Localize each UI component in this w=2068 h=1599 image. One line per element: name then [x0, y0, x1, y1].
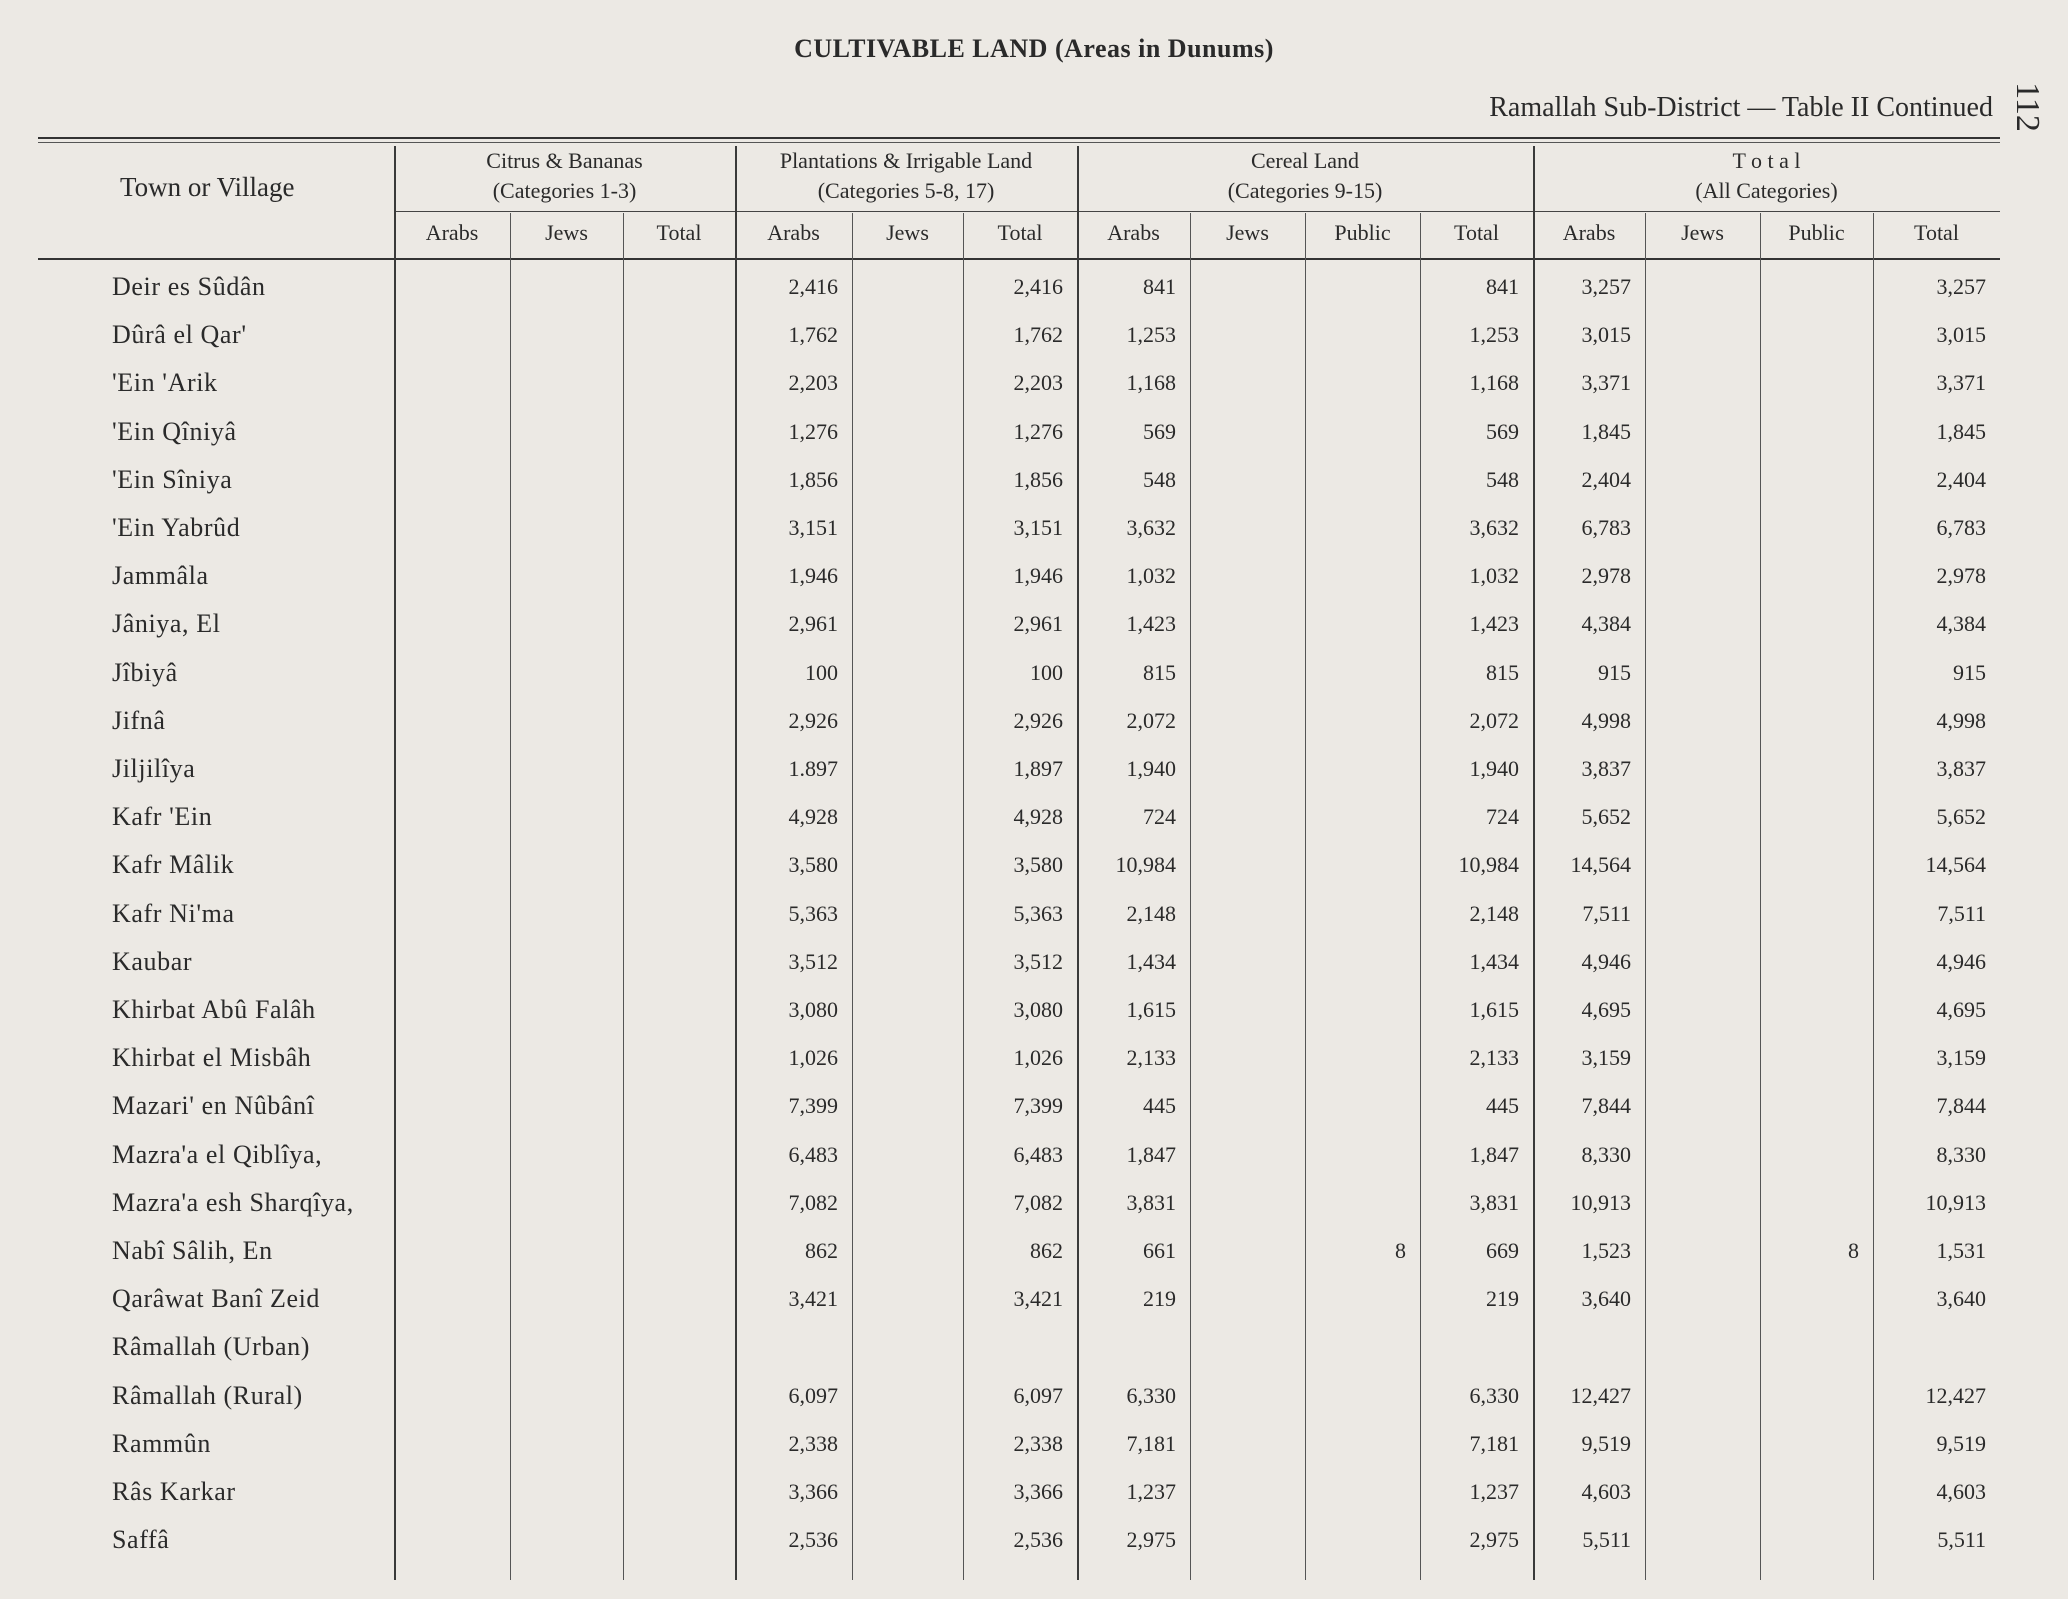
table-cell: 8,330 — [1581, 1141, 1631, 1167]
column-header: Total — [1454, 220, 1499, 245]
table-cell: 219 — [1143, 1286, 1176, 1312]
table-row — [0, 1525, 2068, 1571]
table-row — [0, 320, 2068, 366]
village-name: Jammâla — [112, 561, 209, 591]
table-cell: 3,632 — [1126, 515, 1176, 540]
village-name: Mazra'a esh Sharqîya, — [112, 1187, 354, 1217]
table-cell: 1,762 — [1013, 322, 1063, 348]
village-name: Râmallah (Urban) — [112, 1332, 311, 1362]
table-cell: 724 — [1486, 804, 1519, 830]
table-cell: 2,975 — [1469, 1527, 1519, 1553]
table-cell: 3,080 — [788, 997, 838, 1022]
table-row — [0, 850, 2068, 896]
group-header — [1533, 146, 2000, 210]
village-name: 'Ein Sîniya — [112, 464, 233, 494]
table-cell: 9,519 — [1936, 1430, 1986, 1456]
village-name: Saffâ — [112, 1525, 170, 1555]
table-cell: 9,519 — [1581, 1430, 1631, 1456]
table-cell: 3,159 — [1936, 1045, 1986, 1071]
village-name: Jîbiyâ — [112, 657, 178, 687]
table-cell: 1,237 — [1469, 1479, 1519, 1504]
table-row — [0, 272, 2068, 318]
table-cell: 669 — [1486, 1238, 1519, 1263]
table-cell: 915 — [1953, 659, 1986, 685]
table-row — [0, 754, 2068, 800]
table-cell: 1,762 — [788, 322, 838, 348]
table-cell: 1,615 — [1126, 997, 1176, 1022]
table-cell: 7,181 — [1469, 1430, 1519, 1456]
table-cell: 445 — [1143, 1093, 1176, 1119]
table-cell: 12,427 — [1925, 1382, 1986, 1408]
table-cell: 3,632 — [1469, 515, 1519, 540]
table-cell: 862 — [1030, 1238, 1063, 1263]
table-cell: 2,536 — [788, 1527, 838, 1553]
table-cell: 1,946 — [1013, 563, 1063, 589]
table-cell: 6,097 — [788, 1382, 838, 1408]
village-name: Kafr Ni'ma — [112, 898, 235, 928]
village-name: Deir es Sûdân — [112, 272, 266, 301]
table-cell: 4,384 — [1581, 611, 1631, 637]
table-row — [0, 1332, 2068, 1378]
table-cell: 915 — [1598, 659, 1631, 685]
table-cell: 6,483 — [788, 1141, 838, 1167]
table-cell: 100 — [1030, 659, 1063, 685]
table-cell: 3,257 — [1936, 274, 1986, 299]
table-row — [0, 658, 2068, 704]
table-row — [0, 899, 2068, 945]
page-title: CULTIVABLE LAND (Areas in Dunums) — [794, 34, 1274, 63]
group-header-title: Cereal Land — [1250, 148, 1360, 173]
table-cell: 1.897 — [788, 756, 838, 781]
table-row — [0, 417, 2068, 463]
village-name: Khirbat Abû Falâh — [112, 995, 316, 1024]
table-cell: 2,133 — [1126, 1045, 1176, 1071]
column-header: Public — [1334, 220, 1391, 245]
group-header — [735, 146, 1077, 210]
village-name: 'Ein Qîniyâ — [112, 416, 237, 446]
table-cell: 219 — [1486, 1286, 1519, 1312]
village-name: Qarâwat Banî Zeid — [112, 1284, 321, 1314]
table-cell: 100 — [805, 659, 838, 685]
column-header: Jews — [1226, 220, 1269, 245]
table-cell: 7,399 — [1013, 1093, 1063, 1119]
village-name: 'Ein Yabrûd — [112, 513, 241, 542]
table-cell: 815 — [1486, 659, 1519, 685]
table-cell: 1,434 — [1126, 948, 1176, 974]
village-name: Khirbat el Misbâh — [112, 1043, 312, 1073]
group-header-rule — [394, 211, 735, 212]
table-cell: 3,257 — [1581, 274, 1631, 299]
table-cell: 2,338 — [1013, 1430, 1063, 1456]
table-cell: 1,847 — [1126, 1141, 1176, 1167]
column-header: Total — [1914, 220, 1959, 245]
table-row — [0, 947, 2068, 993]
table-cell: 1,276 — [788, 418, 838, 444]
table-cell: 6,330 — [1469, 1382, 1519, 1408]
table-cell: 10,984 — [1115, 852, 1176, 878]
table-cell: 862 — [805, 1238, 838, 1263]
column-header: Public — [1788, 220, 1845, 245]
group-header-title: Plantations & Irrigable Land — [779, 148, 1033, 173]
table-cell: 7,082 — [1013, 1189, 1063, 1215]
table-cell: 10,913 — [1570, 1189, 1631, 1215]
table-cell: 2,978 — [1936, 563, 1986, 589]
table-row — [0, 1091, 2068, 1137]
village-name: Mazra'a el Qiblîya, — [112, 1139, 323, 1169]
table-cell: 2,416 — [1013, 274, 1063, 299]
table-cell: 4,998 — [1581, 707, 1631, 733]
table-cell: 2,133 — [1469, 1045, 1519, 1071]
table-cell: 3,421 — [788, 1286, 838, 1312]
table-cell: 569 — [1486, 418, 1519, 444]
table-cell: 1,423 — [1126, 611, 1176, 637]
group-header-title: T o t a l — [1732, 148, 1801, 173]
table-cell: 3,512 — [1013, 948, 1063, 974]
table-cell: 5,652 — [1936, 804, 1986, 830]
table-cell: 445 — [1486, 1093, 1519, 1119]
table-cell: 1,946 — [788, 563, 838, 589]
village-name: Jifnâ — [112, 705, 166, 735]
table-cell: 661 — [1143, 1238, 1176, 1263]
table-row — [0, 1381, 2068, 1427]
table-cell: 6,783 — [1581, 515, 1631, 540]
table-cell: 2,203 — [1013, 370, 1063, 396]
table-cell: 7,082 — [788, 1189, 838, 1215]
table-cell: 2,072 — [1126, 707, 1176, 733]
column-header: Arabs — [1562, 220, 1616, 245]
table-cell: 2,961 — [788, 611, 838, 637]
table-cell: 8 — [1848, 1238, 1859, 1263]
table-cell: 1,523 — [1581, 1238, 1631, 1263]
table-row — [0, 368, 2068, 414]
table-cell: 3,366 — [1013, 1479, 1063, 1504]
table-cell: 7,511 — [1582, 900, 1631, 926]
table-cell: 7,399 — [788, 1093, 838, 1119]
table-cell: 5,511 — [1582, 1527, 1631, 1553]
table-cell: 2,416 — [788, 274, 838, 299]
group-header-categories: (Categories 5-8, 17) — [817, 178, 995, 203]
village-name: Râs Karkar — [112, 1477, 236, 1506]
table-cell: 10,984 — [1458, 852, 1519, 878]
group-header — [394, 146, 735, 210]
table-cell: 2,536 — [1013, 1527, 1063, 1553]
table-cell: 3,837 — [1936, 756, 1986, 781]
table-cell: 1,856 — [788, 466, 838, 492]
table-cell: 7,844 — [1581, 1093, 1631, 1119]
group-header — [1077, 146, 1533, 210]
table-cell: 3,015 — [1936, 322, 1986, 348]
column-header: Total — [656, 220, 702, 245]
table-cell: 6,097 — [1013, 1382, 1063, 1408]
table-cell: 3,831 — [1469, 1189, 1519, 1215]
table-row — [0, 1043, 2068, 1089]
table-cell: 2,961 — [1013, 611, 1063, 637]
table-cell: 2,926 — [788, 707, 838, 733]
table-cell: 3,366 — [788, 1479, 838, 1504]
table-row — [0, 802, 2068, 848]
village-name: Kaubar — [112, 946, 193, 976]
table-cell: 1,253 — [1126, 322, 1176, 348]
table-cell: 4,928 — [1013, 804, 1063, 830]
table-cell: 4,695 — [1936, 997, 1986, 1022]
table-cell: 2,404 — [1936, 466, 1986, 492]
table-cell: 4,384 — [1936, 611, 1986, 637]
table-cell: 8,330 — [1936, 1141, 1986, 1167]
table-cell: 7,511 — [1937, 900, 1986, 926]
table-cell: 3,421 — [1013, 1286, 1063, 1312]
table-cell: 1,026 — [1013, 1045, 1063, 1071]
table-cell: 1,026 — [788, 1045, 838, 1071]
table-cell: 548 — [1486, 466, 1519, 492]
table-cell: 1,168 — [1126, 370, 1176, 396]
table-cell: 4,695 — [1581, 997, 1631, 1022]
column-header: Jews — [886, 220, 929, 245]
table-cell: 3,580 — [1013, 852, 1063, 878]
table-cell: 3,831 — [1126, 1189, 1176, 1215]
table-cell: 548 — [1143, 466, 1176, 492]
table-cell: 3,580 — [788, 852, 838, 878]
table-cell: 3,371 — [1936, 370, 1986, 396]
table-row — [0, 995, 2068, 1041]
column-header: Jews — [545, 220, 588, 245]
table-cell: 4,946 — [1581, 948, 1631, 974]
table-cell: 1,168 — [1469, 370, 1519, 396]
table-cell: 1,897 — [1013, 756, 1063, 781]
column-header: Arabs — [425, 220, 479, 245]
table-cell: 14,564 — [1925, 852, 1986, 878]
table-cell: 2,338 — [788, 1430, 838, 1456]
table-cell: 4,603 — [1936, 1479, 1986, 1504]
table-cell: 2,975 — [1126, 1527, 1176, 1553]
table-cell: 2,072 — [1469, 707, 1519, 733]
column-header: Arabs — [767, 220, 820, 245]
table-cell: 841 — [1486, 274, 1519, 299]
table-cell: 1,847 — [1469, 1141, 1519, 1167]
table-subtitle: Ramallah Sub-District — Table II Continued — [1489, 92, 1993, 123]
table-cell: 1,615 — [1469, 997, 1519, 1022]
table-cell: 4,603 — [1581, 1479, 1631, 1504]
group-header-rule — [735, 211, 1077, 212]
village-name: 'Ein 'Arik — [112, 368, 218, 398]
table-cell: 1,845 — [1581, 418, 1631, 444]
village-name: Rammûn — [112, 1428, 211, 1458]
table-cell: 3,080 — [1013, 997, 1063, 1022]
village-name: Nabî Sâlih, En — [112, 1236, 273, 1265]
table-cell: 6,483 — [1013, 1141, 1063, 1167]
table-cell: 2,926 — [1013, 707, 1063, 733]
table-cell: 1,531 — [1936, 1238, 1986, 1263]
table-cell: 7,181 — [1126, 1430, 1176, 1456]
group-header-categories: (All Categories) — [1695, 178, 1838, 203]
table-row — [0, 513, 2068, 559]
table-cell: 7,844 — [1936, 1093, 1986, 1119]
table-cell: 569 — [1143, 418, 1176, 444]
top-rule-thin — [38, 142, 2000, 143]
table-cell: 5,363 — [1013, 900, 1063, 926]
village-name: Dûrâ el Qar' — [112, 320, 247, 350]
table-cell: 4,928 — [788, 804, 838, 830]
table-cell: 3,159 — [1581, 1045, 1631, 1071]
village-name: Jâniya, El — [112, 609, 221, 639]
town-or-village-header: Town or Village — [120, 172, 295, 202]
table-cell: 1,940 — [1469, 756, 1519, 781]
table-row — [0, 706, 2068, 752]
table-cell: 3,640 — [1936, 1286, 1986, 1312]
table-row — [0, 1188, 2068, 1234]
table-cell: 1,032 — [1469, 563, 1519, 589]
table-cell: 2,404 — [1581, 466, 1631, 492]
top-rule — [38, 137, 2000, 139]
table-cell: 2,148 — [1469, 900, 1519, 926]
table-cell: 14,564 — [1570, 852, 1631, 878]
table-cell: 1,423 — [1469, 611, 1519, 637]
column-header: Jews — [1681, 220, 1724, 245]
table-cell: 3,151 — [1013, 515, 1063, 540]
group-header-categories: (Categories 9-15) — [1227, 178, 1383, 203]
table-cell: 3,640 — [1581, 1286, 1631, 1312]
village-name: Kafr Mâlik — [112, 850, 235, 880]
table-cell: 1,237 — [1126, 1479, 1176, 1504]
village-name: Kafr 'Ein — [112, 802, 213, 832]
table-cell: 6,330 — [1126, 1382, 1176, 1408]
table-row — [0, 1429, 2068, 1475]
header-bottom-rule — [38, 258, 2000, 260]
table-row — [0, 1236, 2068, 1282]
table-cell: 1,032 — [1126, 563, 1176, 589]
table-row — [0, 1284, 2068, 1330]
table-cell: 5,652 — [1581, 804, 1631, 830]
table-cell: 8 — [1395, 1238, 1406, 1263]
table-cell: 1,434 — [1469, 948, 1519, 974]
table-cell: 3,512 — [788, 948, 838, 974]
table-cell: 5,511 — [1937, 1527, 1986, 1553]
table-cell: 815 — [1143, 659, 1176, 685]
table-cell: 2,978 — [1581, 563, 1631, 589]
table-cell: 3,151 — [788, 515, 838, 540]
table-cell: 4,998 — [1936, 707, 1986, 733]
table-row — [0, 1477, 2068, 1523]
table-cell: 3,837 — [1581, 756, 1631, 781]
table-row — [0, 465, 2068, 511]
group-header-rule — [1077, 211, 1533, 212]
table-cell: 1,940 — [1126, 756, 1176, 781]
village-name: Jiljilîya — [112, 754, 196, 783]
column-header: Arabs — [1107, 220, 1160, 245]
page-number: 112 — [2009, 82, 2047, 132]
village-name: Râmallah (Rural) — [112, 1380, 303, 1410]
table-cell: 3,015 — [1581, 322, 1631, 348]
table-cell: 3,371 — [1581, 370, 1631, 396]
table-cell: 1,276 — [1013, 418, 1063, 444]
table-row — [0, 1140, 2068, 1186]
table-cell: 2,148 — [1126, 900, 1176, 926]
table-cell: 4,946 — [1936, 948, 1986, 974]
table-cell: 724 — [1143, 804, 1176, 830]
column-header: Total — [997, 220, 1043, 245]
table-cell: 1,856 — [1013, 466, 1063, 492]
table-cell: 5,363 — [788, 900, 838, 926]
table-row — [0, 561, 2068, 607]
group-header-title: Citrus & Bananas — [486, 148, 643, 173]
table-cell: 12,427 — [1570, 1382, 1631, 1408]
table-cell: 1,253 — [1469, 322, 1519, 348]
table-cell: 10,913 — [1925, 1189, 1986, 1215]
table-cell: 6,783 — [1936, 515, 1986, 540]
group-header-categories: (Categories 1-3) — [492, 178, 637, 203]
table-cell: 2,203 — [788, 370, 838, 396]
group-header-rule — [1533, 211, 2000, 212]
table-cell: 1,845 — [1936, 418, 1986, 444]
village-name: Mazari' en Nûbânî — [112, 1091, 315, 1121]
table-cell: 841 — [1143, 274, 1176, 299]
table-row — [0, 609, 2068, 655]
